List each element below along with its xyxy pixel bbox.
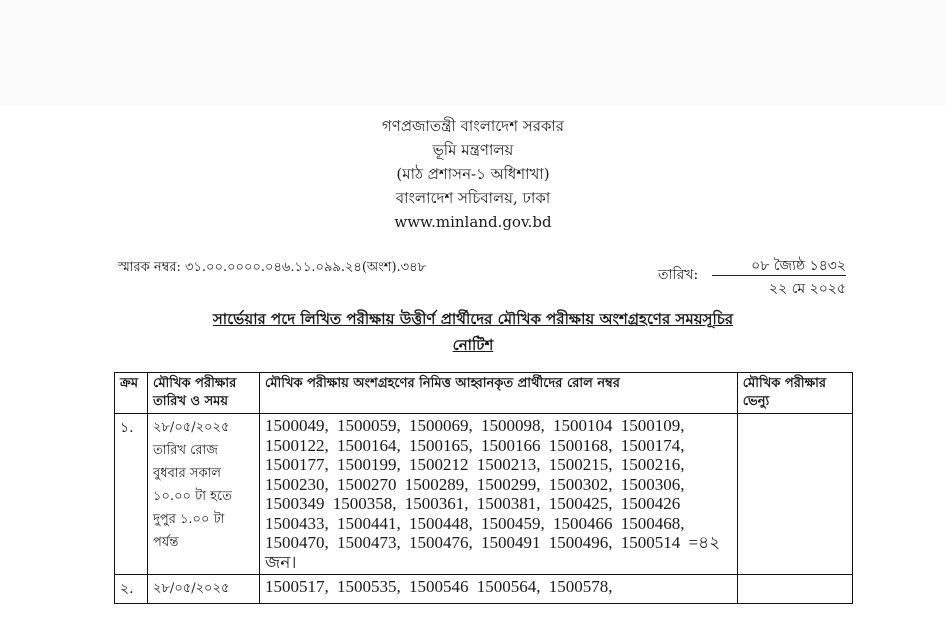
memo-number [118,258,426,279]
letterhead [0,114,946,234]
top-margin [0,0,946,106]
header-roll-numbers: মৌখিক পরীক্ষায় অংশগ্রহণের নিমিত্ত আহ্বানকৃত প্রার্থীদের রোল নম্বর [260,373,738,414]
date-line: ১০.০০ টা হতে [153,489,232,504]
schedule-table [114,372,853,604]
date-line: বুধবার সকাল [153,466,221,481]
row-roll-numbers: 1500517, 1500535, 1500546 1500564, 1500578, [260,575,738,604]
date-line: পর্যন্ত [153,535,179,550]
notice-subtitle: নোটিশ [452,336,494,354]
table-header-row [115,373,853,414]
date-line: দুপুর ১.০০ টা [153,512,225,527]
notice-title: সার্ভেয়ার পদে লিখিত পরীক্ষায় উত্তীর্ণ প্রার্থীদের মৌখিক পরীক্ষায় অংশগ্রহণের সময়সূচির [212,310,734,328]
row-serial: ২. [115,575,148,604]
gregorian-date: ২২ মে ২০২৫ [769,281,846,297]
row-date-time [148,414,260,575]
date-line: ২৮/০৫/২০২৫ [153,581,230,596]
date-divider [712,275,846,276]
row-venue [737,414,852,575]
section-name: (মাঠ প্রশাসন-১ অধিশাখা) [396,165,550,183]
date-line: ২৮/০৫/২০২৫ [153,420,230,435]
row-venue [737,575,852,604]
table-row [115,575,853,604]
date-line: তারিখ রোজ [153,443,218,458]
row-serial: ১. [115,414,148,575]
memo-label: স্মারক নম্বর: [118,260,181,275]
row-roll-numbers: 1500049, 1500059, 1500069, 1500098, 1500104 1500109, 1500122, 1500164, 1500165, 1500166 1500168, 1500174, 1500177, 1500199, 1500212 1500213, 1500215, 1500216, 1500230, 1500270 1500289, 1500299, 1500302, 1500306, 1500349 1500358, 1500361, 1500381, 1500425, 1500426 1500433, 1500441, 1500448, 1500459, 1500466 1500468, 1500470, 1500473, 1500476, 1500491 1500496, 1500514 =৪২ জন। [260,414,738,575]
table-row [115,414,853,575]
office-address: বাংলাদেশ সচিবালয়, ঢাকা [395,189,551,207]
header-date-time: মৌখিক পরীক্ষার তারিখ ও সময় [148,373,260,414]
govt-name: গণপ্রজাতন্ত্রী বাংলাদেশ সরকার [381,117,565,135]
row-date-time [148,575,260,604]
bengali-date: ০৮ জ্যৈষ্ঠ ১৪৩২ [751,258,846,274]
ministry-name: ভূমি মন্ত্রণালয় [432,141,514,159]
date-label: তারিখ: [658,267,699,283]
header-serial: ক্রম [115,373,148,414]
header-venue: মৌখিক পরীক্ষার ভেন্যু [737,373,852,414]
memo-value: ৩১.০০.০০০০.০৪৬.১১.০৯৯.২৪(অংশ).৩৪৮ [185,260,426,275]
website-link[interactable]: www.minland.gov.bd [394,213,552,231]
